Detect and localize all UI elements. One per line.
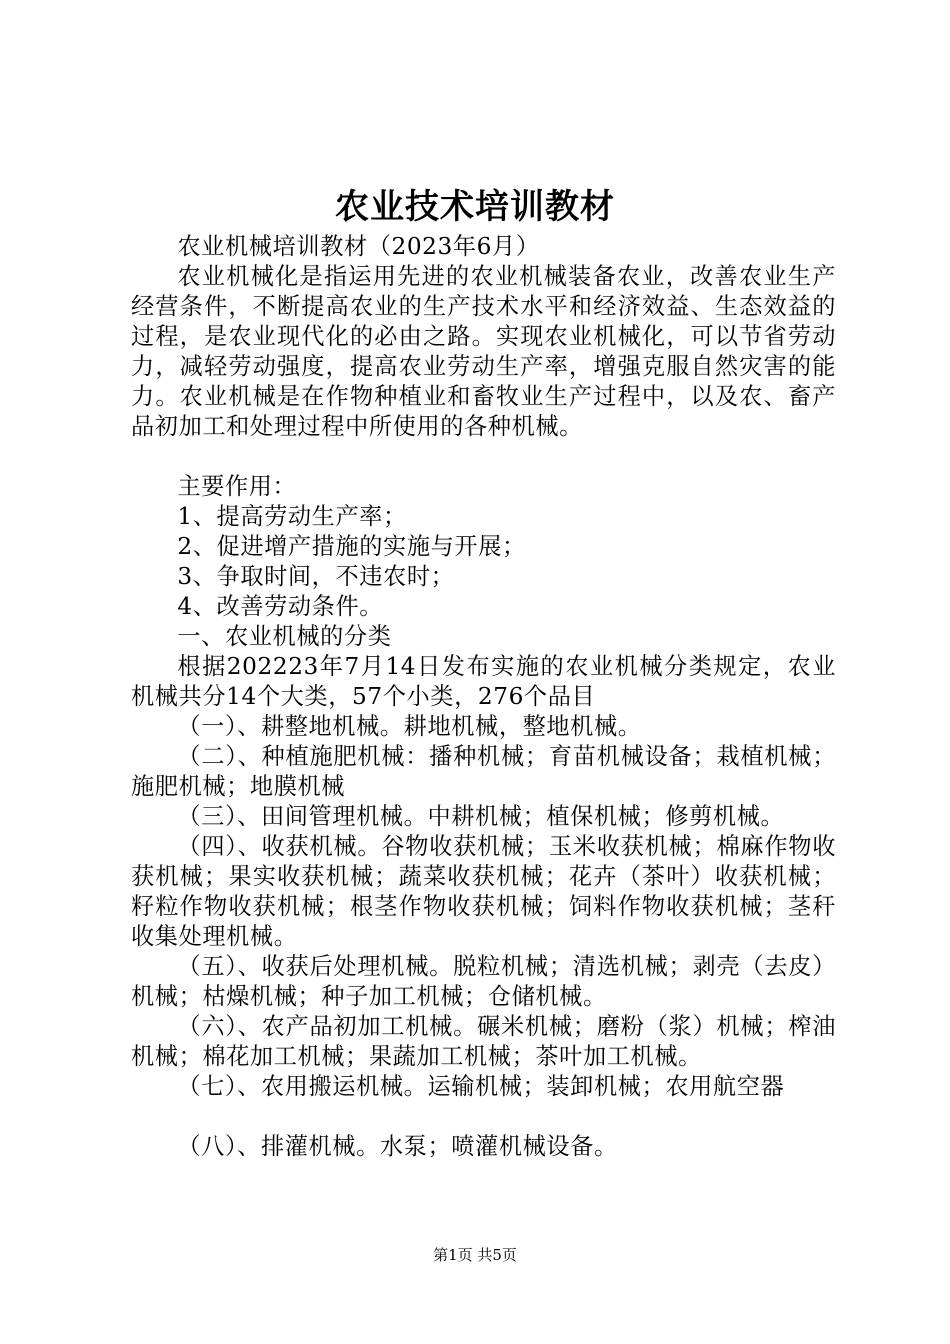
category-item: （八）、排灌机械。水泵；喷灌机械设备。 — [177, 1133, 618, 1160]
section-heading: 一、农业机械的分类 — [177, 623, 392, 650]
category-item: （一）、耕整地机械。耕地机械，整地机械。 — [177, 713, 642, 740]
category-item: （四）、收获机械。谷物收获机械；玉米收获机械；棉麻作物收获机械；果实收获机械；蔬菜收获机械；花卉（茶叶）收获机械；籽粒作物收获机械；根茎作物收获机械；饲料作物收获机械；茎秆收集处理机械。 — [131, 833, 836, 950]
main-role-item: 1、提高劳动生产率； — [177, 503, 407, 530]
category-item: （五）、收获后处理机械。脱粒机械；清选机械；剥壳（去皮）机械；枯燥机械；种子加工机械；仓储机械。 — [131, 953, 836, 1010]
main-role-item: 2、促进增产措施的实施与开展； — [177, 533, 526, 560]
document-subtitle: 农业机械培训教材（2023年6月） — [177, 233, 540, 260]
category-item: （二）、种植施肥机械：播种机械；育苗机械设备；栽植机械；施肥机械；地膜机械 — [131, 743, 836, 800]
intro-paragraph: 农业机械化是指运用先进的农业机械装备农业，改善农业生产经营条件，不断提高农业的生产技术水平和经济效益、生态效益的过程，是农业现代化的必由之路。实现农业机械化，可以节省劳动力，减轻劳动强度，提高农业劳动生产率，增强克服自然灾害的能力。农业机械是在作物种植业和畜牧业生产过程中，以及农、畜产品初加工和处理过程中所使用的各种机械。 — [131, 263, 836, 440]
document-body — [131, 232, 836, 1162]
page-indicator: 第1页 共5页 — [433, 1246, 517, 1264]
category-item: （七）、农用搬运机械。运输机械；装卸机械；农用航空器 — [177, 1073, 785, 1100]
category-item: （三）、田间管理机械。中耕机械；植保机械；修剪机械。 — [177, 803, 785, 830]
section-intro-paragraph: 根据202223年7月14日发布实施的农业机械分类规定，农业机械共分14个大类，57个小类，276个品目 — [131, 653, 836, 710]
document-title: 农业技术培训教材 — [335, 187, 615, 227]
main-roles-heading: 主要作用： — [177, 473, 297, 500]
category-item: （六）、农产品初加工机械。碾米机械；磨粉（浆）机械；榨油机械；棉花加工机械；果蔬加工机械；茶叶加工机械。 — [131, 1013, 836, 1070]
main-role-item: 3、争取时间，不违农时； — [177, 563, 455, 590]
main-role-item: 4、改善劳动条件。 — [177, 593, 384, 620]
